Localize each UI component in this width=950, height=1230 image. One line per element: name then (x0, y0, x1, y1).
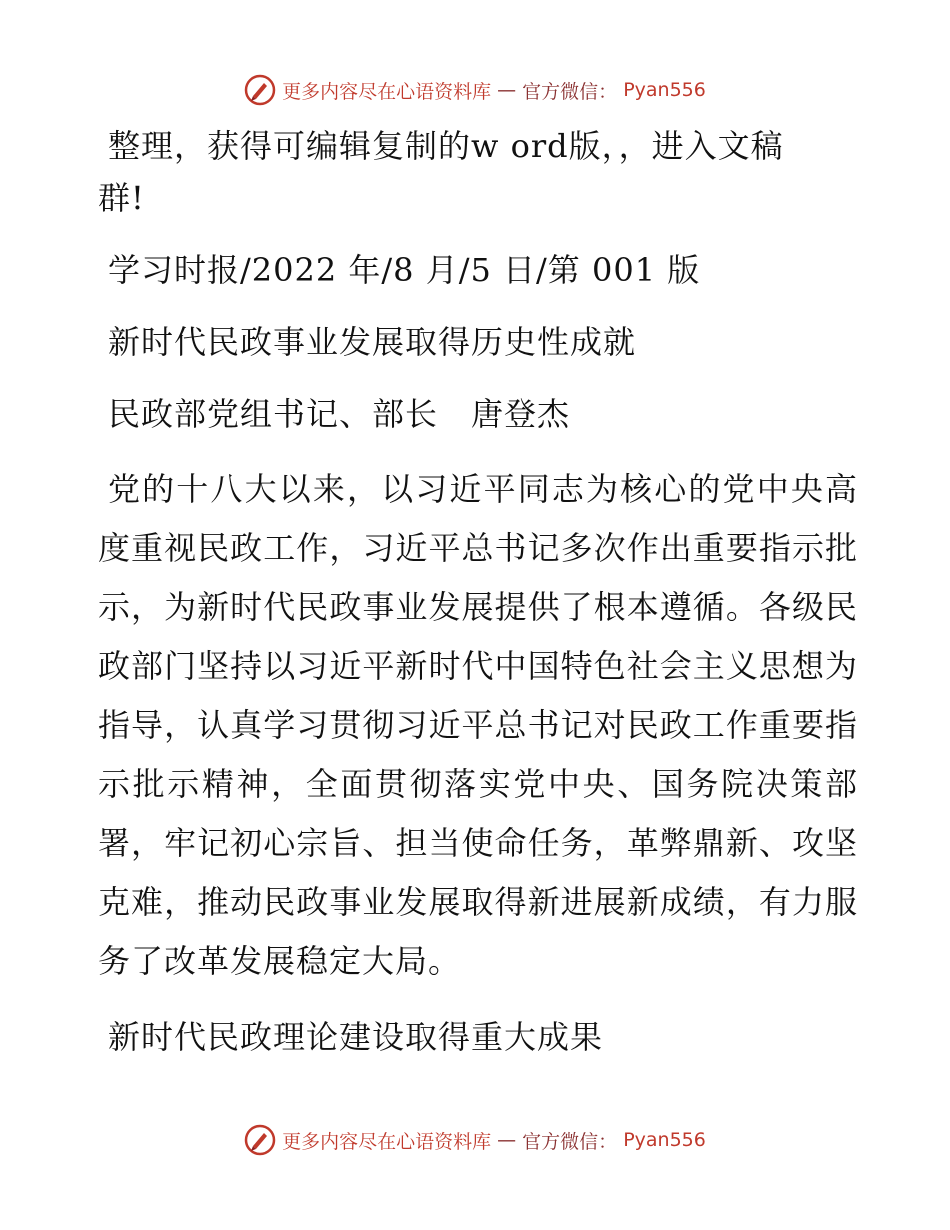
watermark-label: 官方微信： (522, 1130, 618, 1153)
header-watermark (0, 72, 950, 108)
pen-logo-icon (244, 74, 276, 106)
watermark-label: 官方微信： (522, 80, 618, 103)
watermark-text: 更多内容尽在心语资料库 (282, 1130, 492, 1153)
document-body (98, 120, 858, 1063)
watermark-wechat-id: Pyan556 (623, 1129, 706, 1151)
source-line: 学习时报/2022 年/8 月/5 日/第 001 版 (108, 251, 701, 289)
intro-line-1: 整理，获得可编辑复制的w ord版，，进入文稿 (108, 127, 784, 165)
watermark-wechat-id: Pyan556 (623, 79, 706, 101)
watermark-separator: — (497, 1129, 517, 1151)
watermark-separator: — (497, 79, 517, 101)
watermark-text: 更多内容尽在心语资料库 (282, 80, 492, 103)
lead-paragraph: 党的十八大以来，以习近平同志为核心的党中央高度重视民政工作，习近平总书记多次作出重要指示批示，为新时代民政事业发展提供了根本遵循。各级民政部门坚持以习近平新时代中国特色社会主义思想为指导，认真学习贯彻习近平总书记对民政工作重要指示批示精神，全面贯彻落实党中央、国务院决策部署，牢记初心宗旨、担当使命任务，革弊鼎新、攻坚克难，推动民政事业发展取得新进展新成绩，有力服务了改革发展稳定大局。 (98, 470, 858, 980)
intro-line-2: 群! (98, 179, 145, 217)
byline: 民政部党组书记、部长 唐登杰 (108, 395, 571, 433)
section-heading: 新时代民政理论建设取得重大成果 (108, 1018, 604, 1056)
article-title: 新时代民政事业发展取得历史性成就 (108, 323, 637, 361)
footer-watermark (0, 1122, 950, 1158)
pen-logo-icon (244, 1124, 276, 1156)
